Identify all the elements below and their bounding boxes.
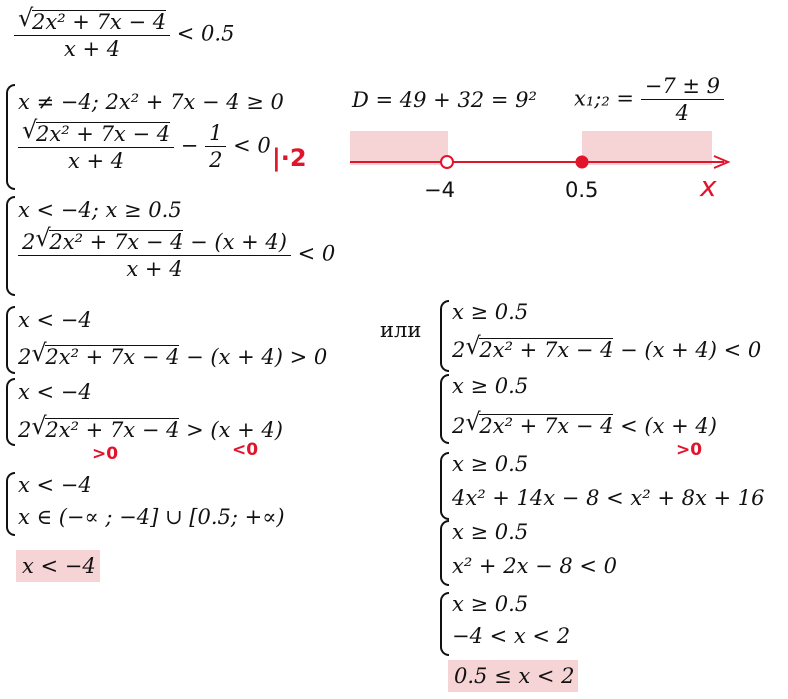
radicand: 2x² + 7x − 4	[45, 418, 180, 442]
system1-line1: x ≠ −4; 2x² + 7x − 4 ≥ 0	[18, 90, 284, 114]
system3-tail: − (x + 4) > 0	[186, 345, 328, 369]
roots-numerator: −7 ± 9	[641, 76, 724, 100]
radicand: 2x² + 7x − 4	[479, 414, 614, 438]
right5-line2: −4 < x < 2	[452, 624, 571, 648]
right3-brace	[440, 452, 449, 520]
right1-tail: − (x + 4) < 0	[620, 338, 762, 362]
system5-brace	[6, 472, 15, 536]
denominator: x + 4	[63, 37, 121, 61]
axis-label: x	[700, 170, 717, 203]
roots-denominator: 4	[675, 101, 690, 125]
system3-line1: x < −4	[18, 308, 92, 332]
number-line	[340, 126, 740, 206]
system5-line1: x < −4	[18, 473, 92, 497]
note-positive: >0	[92, 444, 119, 464]
right2-line2: 2 √ 2x² + 7x − 4 < (x + 4)	[452, 408, 717, 438]
half-numerator: 1	[205, 123, 226, 147]
right4-line2: x² + 2x − 8 < 0	[452, 554, 618, 578]
radicand: 2x² + 7x − 4	[36, 122, 171, 146]
shade-left	[350, 131, 448, 165]
coefficient: 2	[452, 414, 466, 438]
system2-rhs: < 0	[297, 241, 336, 266]
right4-brace	[440, 520, 449, 586]
roots-lhs: x₁;₂ =	[574, 86, 635, 111]
right4-line1: x ≥ 0.5	[452, 520, 529, 544]
system2-brace	[6, 196, 15, 296]
problem-inequality	[14, 4, 235, 61]
denominator: x + 4	[67, 149, 125, 173]
system4-brace	[6, 378, 15, 446]
coefficient: 2	[18, 345, 32, 369]
problem-rhs: < 0.5	[176, 21, 235, 46]
right1-brace	[440, 300, 449, 372]
system1-line2: √ 2x² + 7x − 4 x + 4 − $\frac{1}{2}$ < 0	[18, 122, 271, 172]
right2-line1: x ≥ 0.5	[452, 374, 529, 398]
radicand: 2x² + 7x − 4	[479, 338, 614, 362]
system1-brace	[6, 84, 15, 190]
right2-tail: < (x + 4)	[620, 414, 717, 438]
system2-line1: x < −4; x ≥ 0.5	[18, 198, 182, 222]
minus-sign: −	[180, 133, 199, 158]
coefficient: 2	[18, 418, 32, 442]
system1-rhs: < 0	[233, 133, 271, 158]
right1-line1: x ≥ 0.5	[452, 300, 529, 324]
tick-label-left: −4	[424, 178, 455, 202]
problem-fraction	[14, 4, 170, 61]
right3-line2: 4x² + 14x − 8 < x² + 8x + 16	[452, 486, 765, 510]
radicand: 2x² + 7x − 4	[49, 230, 184, 254]
denominator: x + 4	[126, 257, 183, 281]
right5-brace	[440, 592, 449, 656]
system4-tail: > (x + 4)	[186, 418, 283, 442]
or-word: или	[380, 318, 422, 342]
multiply-annotation: |·2	[272, 144, 307, 172]
right2-brace	[440, 374, 449, 444]
answer-right: 0.5 ≤ x < 2	[454, 664, 575, 688]
right3-line1: x ≥ 0.5	[452, 452, 529, 476]
right1-line2: 2 √ 2x² + 7x − 4 − (x + 4) < 0	[452, 332, 762, 362]
shade-right	[582, 131, 712, 165]
discriminant: D = 49 + 32 = 9²	[352, 88, 537, 112]
answer-left: x < −4	[22, 554, 96, 578]
system4-line2: 2 √ 2x² + 7x − 4 > (x + 4)	[18, 412, 283, 442]
system5-line2: x ∈ (−∝ ; −4] ∪ [0.5; +∝)	[18, 505, 285, 529]
system4-line1: x < −4	[18, 380, 92, 404]
system3-brace	[6, 306, 15, 374]
note-positive-right: >0	[676, 440, 703, 460]
tick-label-right: 0.5	[565, 178, 599, 202]
numerator-tail: − (x + 4)	[190, 230, 287, 254]
radicand: 2x² + 7x − 4	[32, 10, 167, 34]
coefficient: 2	[452, 338, 466, 362]
system2-line2: 2 √ 2x² + 7x − 4 − (x + 4) x + 4 < 0	[18, 230, 335, 280]
sqrt-radical: √ 2x² + 7x − 4	[18, 4, 167, 34]
note-negative: <0	[232, 440, 259, 460]
roots-formula	[574, 76, 724, 124]
open-point-minus4	[441, 156, 453, 168]
closed-point-0.5	[576, 156, 589, 169]
coefficient: 2	[22, 230, 36, 254]
half-denominator: 2	[209, 148, 223, 172]
system3-line2: 2 √ 2x² + 7x − 4 − (x + 4) > 0	[18, 339, 328, 369]
right5-line1: x ≥ 0.5	[452, 592, 529, 616]
radicand: 2x² + 7x − 4	[45, 345, 180, 369]
